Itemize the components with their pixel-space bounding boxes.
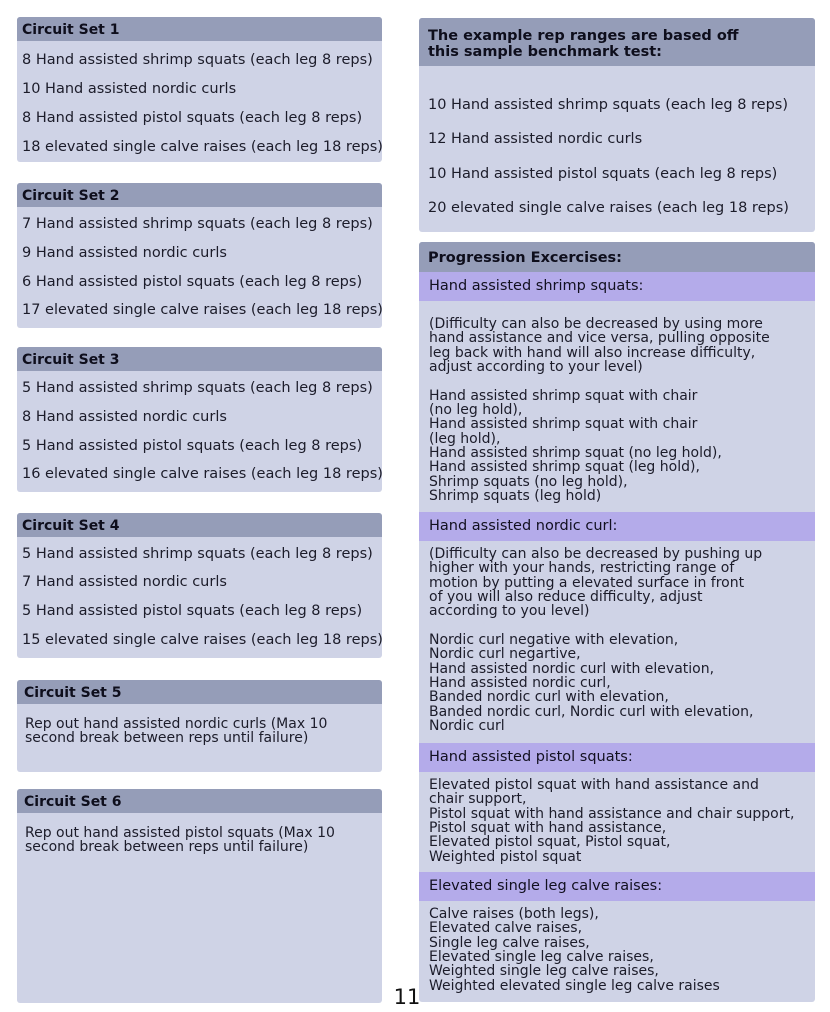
progression-title: Progression Excercises: — [419, 242, 815, 272]
circuit-set-5-text: Rep out hand assisted nordic curls (Max 10 second break between reps until failure) — [25, 716, 328, 746]
list-item: 10 Hand assisted shrimp squats (each leg 8 reps) — [428, 97, 789, 113]
benchmark-card — [419, 18, 815, 232]
circuit-set-2-card — [17, 183, 382, 328]
list-item: 5 Hand assisted pistol squats (each leg 8 reps) — [22, 603, 363, 619]
list-item: 9 Hand assisted nordic curls — [22, 245, 227, 261]
section-body-nordic-curl: (Difficulty can also be decreased by pushing up higher with your hands, restricting range of motion by putting a elevated surface in front of you will also reduce difficulty, adjust according to you level) Nordic curl negative with elevation, Nordic curl negartive, Hand assisted nordic curl with elevation, Hand assisted nordic curl, Banded nordic curl with elevation, Banded nordic curl, Nordic curl with elevation, Nordic curl — [429, 546, 763, 735]
circuit-set-3-title: Circuit Set 3 — [17, 347, 382, 371]
section-heading-pistol-squats: Hand assisted pistol squats: — [419, 743, 815, 772]
circuit-set-4-card — [17, 513, 382, 658]
circuit-set-6-card — [17, 789, 382, 1003]
list-item: 10 Hand assisted nordic curls — [22, 81, 237, 97]
list-item: 8 Hand assisted pistol squats (each leg 8 reps) — [22, 110, 363, 126]
list-item: 7 Hand assisted nordic curls — [22, 574, 227, 590]
section-heading-shrimp-squats: Hand assisted shrimp squats: — [419, 272, 815, 301]
list-item: 5 Hand assisted shrimp squats (each leg 8 reps) — [22, 546, 373, 562]
section-body-shrimp-squats: (Difficulty can also be decreased by using more hand assistance and vice versa, pulling opposite leg back with hand will also increase difficulty, adjust according to your level) Hand assisted shrimp squat with chair (no leg hold), Hand assisted shrimp squat with chair (leg hold), Hand assisted shrimp squat (no leg hold), Hand assisted shrimp squat (leg hold), Shrimp squats (no leg hold), Shrimp squats (leg hold) — [429, 316, 770, 505]
section-heading-calve-raises: Elevated single leg calve raises: — [419, 872, 815, 901]
section-heading-nordic-curl: Hand assisted nordic curl: — [419, 512, 815, 541]
section-body-pistol-squats: Elevated pistol squat with hand assistance and chair support, Pistol squat with hand assistance and chair support, Pistol squat with hand assistance, Elevated pistol squat, Pistol squat, Weighted pistol squat — [429, 777, 795, 865]
circuit-set-1-title: Circuit Set 1 — [17, 17, 382, 41]
circuit-set-6-title: Circuit Set 6 — [17, 789, 382, 813]
list-item: 7 Hand assisted shrimp squats (each leg 8 reps) — [22, 216, 373, 232]
page-number: 11 — [393, 985, 421, 1009]
list-item: 20 elevated single calve raises (each leg 18 reps) — [428, 200, 789, 216]
circuit-set-4-title: Circuit Set 4 — [17, 513, 382, 537]
list-item: 10 Hand assisted pistol squats (each leg 8 reps) — [428, 166, 778, 182]
circuit-set-5-card — [17, 680, 382, 772]
progression-card — [419, 242, 815, 1002]
section-body-calve-raises: Calve raises (both legs), Elevated calve raises, Single leg calve raises, Elevated single leg calve raises, Weighted single leg calve raises, Weighted elevated single leg calve raises — [429, 906, 720, 994]
list-item: 17 elevated single calve raises (each leg 18 reps) — [22, 302, 383, 318]
list-item: 15 elevated single calve raises (each leg 18 reps) — [22, 632, 383, 648]
list-item: 8 Hand assisted shrimp squats (each leg 8 reps) — [22, 52, 373, 68]
circuit-set-3-card — [17, 347, 382, 492]
list-item: 5 Hand assisted shrimp squats (each leg 8 reps) — [22, 380, 373, 396]
benchmark-title: The example rep ranges are based off this sample benchmark test: — [419, 18, 815, 66]
circuit-set-6-text: Rep out hand assisted pistol squats (Max 10 second break between reps until failure) — [25, 825, 335, 855]
list-item: 8 Hand assisted nordic curls — [22, 409, 227, 425]
list-item: 16 elevated single calve raises (each leg 18 reps) — [22, 466, 383, 482]
list-item: 6 Hand assisted pistol squats (each leg 8 reps) — [22, 274, 363, 290]
list-item: 18 elevated single calve raises (each leg 18 reps) — [22, 139, 383, 155]
list-item: 5 Hand assisted pistol squats (each leg 8 reps) — [22, 438, 363, 454]
list-item: 12 Hand assisted nordic curls — [428, 131, 643, 147]
circuit-set-1-card — [17, 17, 382, 162]
circuit-set-2-title: Circuit Set 2 — [17, 183, 382, 207]
circuit-set-5-title: Circuit Set 5 — [17, 680, 382, 704]
